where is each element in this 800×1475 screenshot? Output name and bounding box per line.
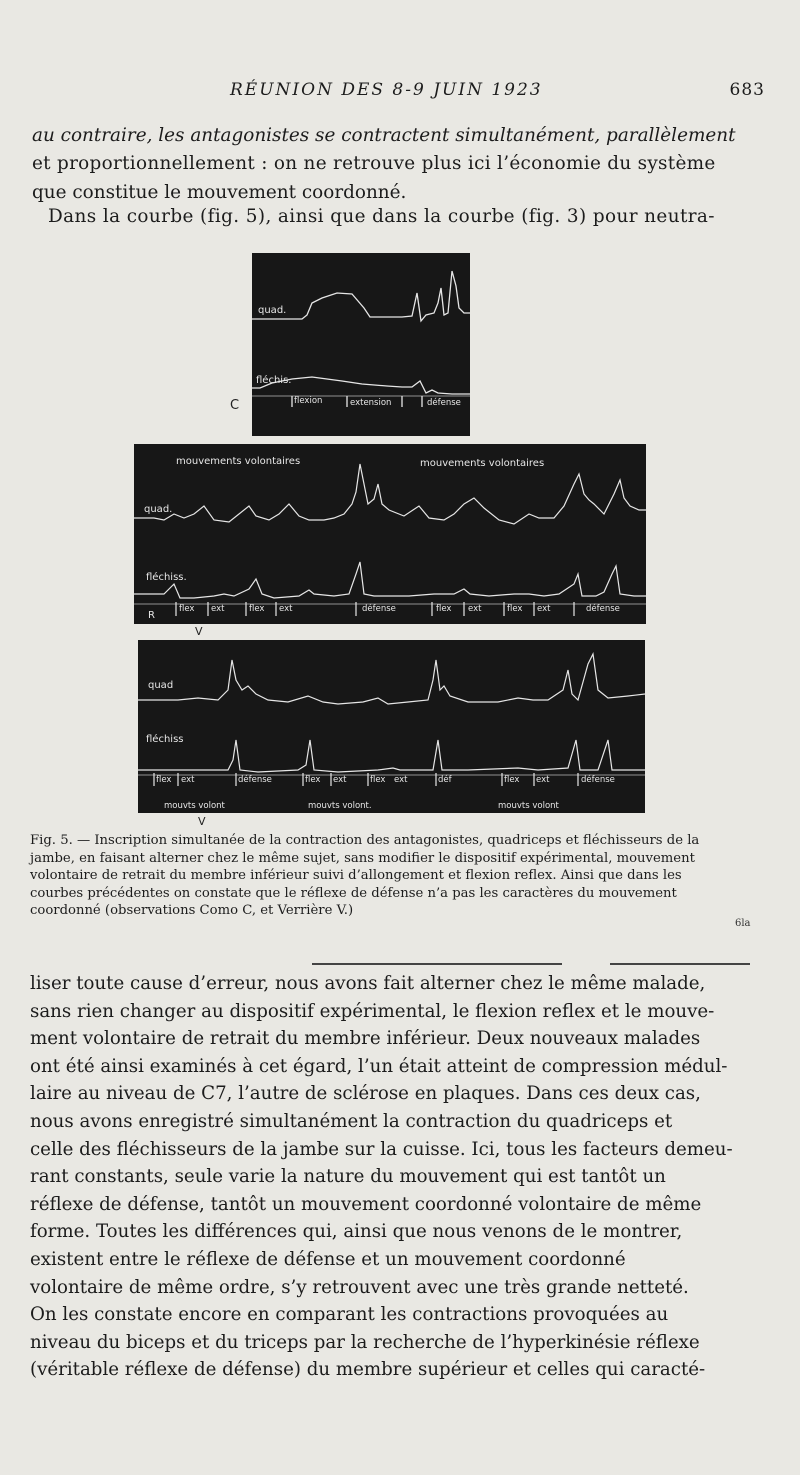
panel-r-marker: R xyxy=(148,610,155,621)
panel-r-event: défense xyxy=(586,604,620,614)
lead-line: Dans la courbe (fig. 5), ainsi que dans la courbe (fig. 3) pour neutra- xyxy=(48,206,715,227)
panel-v-label-quad: quad xyxy=(148,680,174,691)
body-line: réflexe de défense, tantôt un mouvement coordonné volontaire de même xyxy=(30,1193,702,1215)
body-paragraph xyxy=(30,970,758,1384)
panel-c-marker: C xyxy=(230,398,240,413)
between-marker: V xyxy=(195,625,203,638)
panel-v-event: ext xyxy=(333,775,347,785)
panel-r-label-quad: quad. xyxy=(144,504,173,515)
body-line: laire au niveau de C7, l’autre de sclérose en plaques. Dans ces deux cas, xyxy=(30,1083,701,1105)
panel-r-top-label: mouvements volontaires xyxy=(420,458,545,469)
body-line: ont été ainsi examinés à cet égard, l’un était atteint de compression médul- xyxy=(30,1055,728,1077)
panel-c-event: défense xyxy=(427,398,461,408)
panel-v-bottom-label: mouvts volont xyxy=(164,801,225,811)
panel-c-traces xyxy=(252,253,470,436)
figure-panel-v xyxy=(138,640,645,813)
body-line: celle des fléchisseurs de la jambe sur la cuisse. Ici, tous les facteurs demeu- xyxy=(30,1138,733,1160)
running-header xyxy=(230,80,765,106)
caption-mark: 6la xyxy=(735,918,751,929)
caption-line: volontaire de retrait du membre inférieur suivi d’allongement et flexion reflex. Ainsi que dans les xyxy=(30,868,682,884)
panel-r-label-flechiss: fléchiss. xyxy=(146,572,187,583)
body-line: forme. Toutes les différences qui, ainsi que nous venons de le montrer, xyxy=(30,1221,683,1243)
body-line: (véritable réflexe de défense) du membre supérieur et celles qui caracté- xyxy=(30,1359,706,1381)
caption-line: jambe, en faisant alterner chez le même sujet, sans modifier le dispositif expérimental, mouvement xyxy=(30,850,695,866)
panel-c-event: flexion xyxy=(294,396,323,406)
panel-v-event: déf xyxy=(438,775,452,785)
panel-v-marker: V xyxy=(198,815,206,828)
panel-v-event: ext xyxy=(394,775,408,785)
page-number: 683 xyxy=(729,80,765,100)
figure-panel-r xyxy=(134,444,646,624)
panel-r-event: ext xyxy=(537,604,551,614)
intro-line: et proportionnellement : on ne retrouve plus ici l’économie du système xyxy=(32,153,716,175)
panel-v-event: flex xyxy=(156,775,172,785)
panel-v-bottom-label: mouvts volont xyxy=(498,801,559,811)
body-line: rant constants, seule varie la nature du mouvement qui est tantôt un xyxy=(30,1166,666,1188)
running-title: RÉUNION DES 8-9 JUIN 1923 xyxy=(230,80,543,100)
panel-r-top-label: mouvements volontaires xyxy=(176,456,301,467)
intro-line: au contraire, les antagonistes se contractent simultanément, parallèlement xyxy=(32,125,736,146)
panel-c-label-quad: quad. xyxy=(258,305,287,316)
separator-rule xyxy=(312,963,562,965)
panel-r-event: flex xyxy=(249,604,265,614)
figure-panel-c xyxy=(252,253,470,436)
panel-v-event: ext xyxy=(181,775,195,785)
separator-rule xyxy=(610,963,750,965)
intro-paragraph xyxy=(32,122,757,207)
body-line: niveau du biceps et du triceps par la recherche de l’hyperkinésie réflexe xyxy=(30,1331,700,1353)
panel-v-event: défense xyxy=(581,775,615,785)
panel-v-traces xyxy=(138,640,645,813)
body-line: On les constate encore en comparant les contractions provoquées au xyxy=(30,1304,669,1326)
panel-v-event: flex xyxy=(370,775,386,785)
caption-line: coordonné (observations Como C, et Verrière V.) xyxy=(30,903,354,919)
panel-c-event: extension xyxy=(350,398,392,408)
intro-line: que constitue le mouvement coordonné. xyxy=(32,181,407,203)
panel-c-label-flechis: fléchis. xyxy=(256,375,292,386)
figure-caption xyxy=(30,832,760,920)
panel-r-event: défense xyxy=(362,604,396,614)
lead-paragraph xyxy=(48,203,758,231)
panel-r-event: ext xyxy=(279,604,293,614)
panel-r-event: flex xyxy=(507,604,523,614)
panel-v-event: flex xyxy=(504,775,520,785)
body-line: sans rien changer au dispositif expérimental, le flexion reflex et le mouve- xyxy=(30,1000,715,1022)
panel-r-event: ext xyxy=(468,604,482,614)
panel-r-traces xyxy=(134,444,646,624)
body-line: ment volontaire de retrait du membre inférieur. Deux nouveaux malades xyxy=(30,1028,701,1050)
panel-r-event: flex xyxy=(436,604,452,614)
body-line: existent entre le réflexe de défense et un mouvement coordonné xyxy=(30,1248,626,1270)
caption-line: Fig. 5. — Inscription simultanée de la contraction des antagonistes, quadriceps et fléchisseurs de la xyxy=(30,833,700,848)
panel-v-event: ext xyxy=(536,775,550,785)
panel-v-bottom-label: mouvts volont. xyxy=(308,801,372,811)
body-line: volontaire de même ordre, s’y retrouvent avec une très grande netteté. xyxy=(30,1276,689,1298)
body-line: nous avons enregistré simultanément la contraction du quadriceps et xyxy=(30,1110,673,1132)
panel-v-event: défense xyxy=(238,775,272,785)
panel-v-event: flex xyxy=(305,775,321,785)
panel-r-event: flex xyxy=(179,604,195,614)
panel-r-event: ext xyxy=(211,604,225,614)
body-line: liser toute cause d’erreur, nous avons fait alterner chez le même malade, xyxy=(30,973,706,994)
panel-v-label-flechiss: fléchiss xyxy=(146,734,184,745)
caption-line: courbes précédentes on constate que le réflexe de défense n’a pas les caractères du mouvement xyxy=(30,885,677,901)
